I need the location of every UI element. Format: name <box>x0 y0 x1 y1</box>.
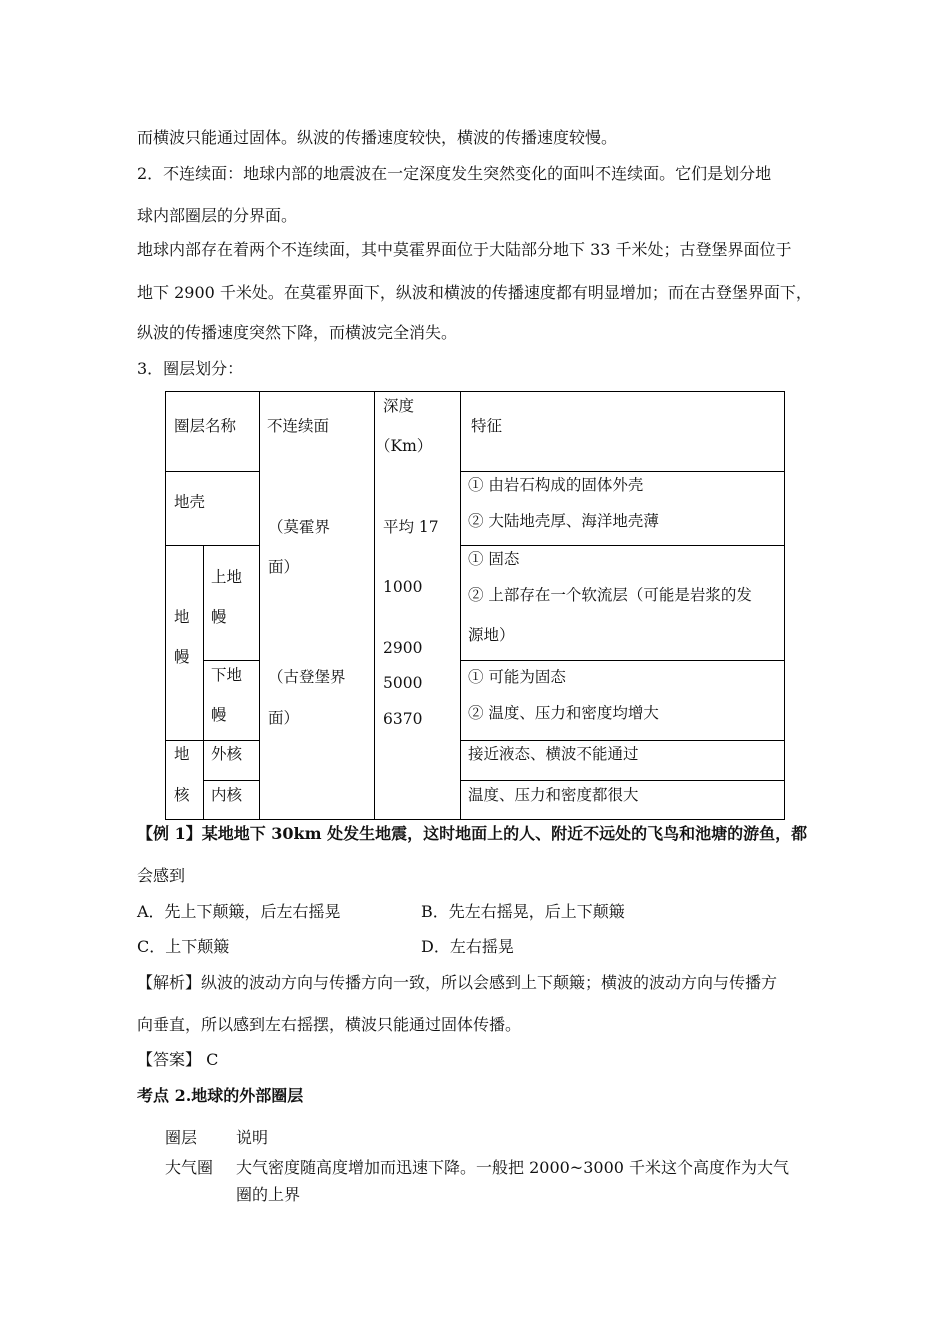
paragraph-line: 地球内部存在着两个不连续面，其中莫霍界面位于大陆部分地下 33 千米处；古登堡界面位于 <box>137 240 792 259</box>
header-feature: 特征 <box>471 417 503 435</box>
answer-line: 【答案】 C <box>137 1050 219 1069</box>
upper-mantle-feature-2: ② 上部存在一个软流层（可能是岩浆的发 <box>468 586 752 604</box>
col-header-description: 说明 <box>236 1128 269 1147</box>
example-question-cont: 会感到 <box>137 866 186 885</box>
atmosphere-description: 大气密度随高度增加而迅速下降。一般把 2000~3000 千米这个高度作为大气 <box>236 1158 790 1177</box>
depth-value: 5000 <box>383 674 423 692</box>
example-question: 【例 1】某地地下 30km 处发生地震，这时地面上的人、附近不远处的飞鸟和池塘的游鱼，都 <box>137 824 808 843</box>
mantle-label: 幔 <box>174 648 190 666</box>
section-heading: 3．圈层划分： <box>137 359 244 378</box>
option-d: D．左右摇晃 <box>421 937 514 956</box>
header-layer-name: 圈层名称 <box>174 417 237 435</box>
mantle-label: 地 <box>174 608 190 626</box>
outer-core-feature: 接近液态、横波不能通过 <box>468 745 639 763</box>
lower-mantle-feature-1: ① 可能为固态 <box>468 668 566 686</box>
paragraph-line: 纵波的传播速度突然下降，而横波完全消失。 <box>137 323 458 342</box>
upper-mantle-label: 上地 <box>211 568 243 586</box>
upper-mantle-feature-3: 源地） <box>468 626 515 644</box>
lower-mantle-label: 下地 <box>211 666 243 684</box>
option-a: A．先上下颠簸，后左右摇晃 <box>137 902 341 921</box>
inner-core-label: 内核 <box>211 786 243 804</box>
gutenberg-discontinuity: （古登堡界 <box>268 668 346 686</box>
upper-mantle-label: 幔 <box>211 608 227 626</box>
moho-discontinuity: 面） <box>268 558 300 576</box>
crust-feature-1: ① 由岩石构成的固体外壳 <box>468 476 644 494</box>
earth-layers-table <box>165 391 785 820</box>
inner-core-feature: 温度、压力和密度都很大 <box>468 786 639 804</box>
lower-mantle-label: 幔 <box>211 706 227 724</box>
analysis-line: 向垂直，所以感到左右摇摆，横波只能通过固体传播。 <box>137 1015 522 1034</box>
paragraph-line: 球内部圈层的分界面。 <box>137 206 298 225</box>
depth-value: 6370 <box>383 710 423 728</box>
moho-discontinuity: （莫霍界 <box>268 518 331 536</box>
depth-value: 2900 <box>383 639 423 657</box>
core-label: 核 <box>174 786 190 804</box>
atmosphere-description: 圈的上界 <box>236 1185 301 1204</box>
depth-value: 1000 <box>383 578 423 596</box>
col-header-layer: 圈层 <box>165 1128 198 1147</box>
atmosphere-label: 大气圈 <box>165 1158 214 1177</box>
paragraph-line: 2．不连续面：地球内部的地震波在一定深度发生突然变化的面叫不连续面。它们是划分地 <box>137 164 772 183</box>
header-depth: 深度 <box>383 397 415 415</box>
depth-value: 平均 17 <box>383 518 439 536</box>
gutenberg-discontinuity: 面） <box>268 709 300 727</box>
crust-feature-2: ② 大陆地壳厚、海洋地壳薄 <box>468 512 659 530</box>
option-b: B．先左右摇晃，后上下颠簸 <box>421 902 625 921</box>
core-label: 地 <box>174 745 190 763</box>
crust-label: 地壳 <box>174 493 206 511</box>
outer-core-label: 外核 <box>211 745 243 763</box>
lower-mantle-feature-2: ② 温度、压力和密度均增大 <box>468 704 659 722</box>
paragraph-line: 而横波只能通过固体。纵波的传播速度较快，横波的传播速度较慢。 <box>137 128 618 147</box>
paragraph-line: 地下 2900 千米处。在莫霍界面下，纵波和横波的传播速度都有明显增加；而在古登堡界面下， <box>137 283 812 302</box>
header-discontinuity: 不连续面 <box>267 417 330 435</box>
analysis-line: 【解析】纵波的波动方向与传播方向一致，所以会感到上下颠簸；横波的波动方向与传播方 <box>137 973 778 992</box>
section-title: 考点 2.地球的外部圈层 <box>137 1086 304 1105</box>
header-depth-unit: （Km） <box>375 437 433 455</box>
upper-mantle-feature-1: ① 固态 <box>468 550 520 568</box>
option-c: C．上下颠簸 <box>137 937 230 956</box>
